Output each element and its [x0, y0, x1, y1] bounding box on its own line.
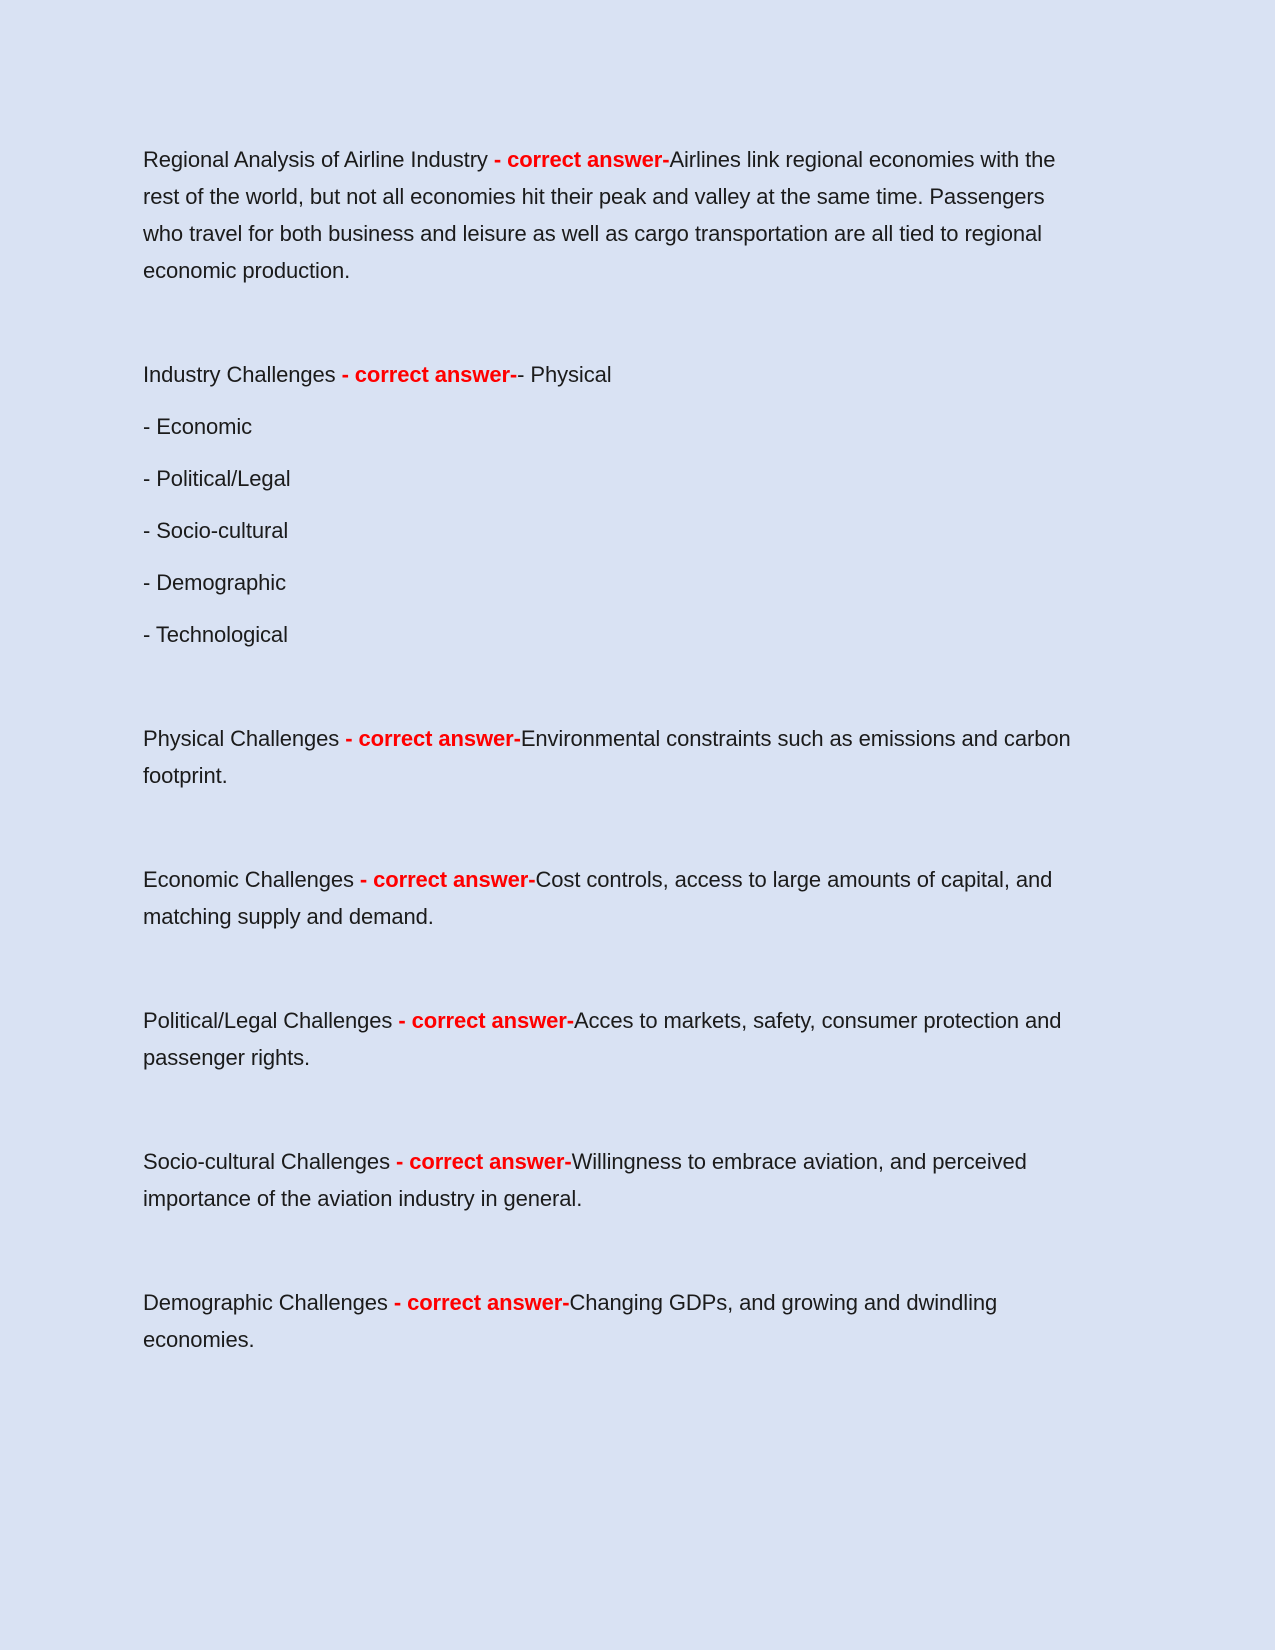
correct-answer-marker: - correct answer- — [393, 1290, 570, 1315]
correct-answer-marker: - correct answer- — [345, 726, 521, 751]
term-text: Economic Challenges — [143, 867, 360, 892]
qa-paragraph — [143, 141, 1073, 289]
correct-answer-marker: - correct answer- — [395, 1149, 572, 1174]
term-text: Socio-cultural Challenges — [143, 1149, 396, 1174]
qa-entry-industry-challenges — [143, 356, 1073, 653]
qa-entry-political-legal-challenges — [143, 1002, 1073, 1076]
answer-text: Acces to markets, safety, consumer protection and passenger rights. — [143, 1008, 1068, 1070]
answer-text: Cost controls, access to large amounts of capital, and matching supply and demand. — [143, 867, 1059, 929]
qa-paragraph — [143, 1143, 1073, 1217]
answer-text: Changing GDPs, and growing and dwindling economies. — [143, 1290, 1004, 1352]
document-content — [143, 141, 1077, 1358]
correct-answer-marker: - correct answer- — [341, 362, 518, 387]
challenge-list-item: - Political/Legal — [143, 466, 291, 491]
correct-answer-marker: - correct answer- — [359, 867, 536, 892]
term-text: Regional Analysis of Airline Industry — [143, 147, 494, 172]
challenge-list-item: - Socio-cultural — [143, 518, 289, 543]
answer-text: Airlines link regional economies with the rest of the world, but not all economies hit their peak and valley at the same time. Passengers who travel for both business and leisure as well as cargo transportation are all tied to regional economic production. — [143, 147, 1062, 283]
term-text: Physical Challenges — [143, 726, 346, 751]
qa-entry-demographic-challenges — [143, 1284, 1073, 1358]
qa-entry-physical-challenges — [143, 720, 1077, 794]
qa-entry-economic-challenges — [143, 861, 1073, 935]
challenge-list-item: - Economic — [143, 414, 253, 439]
qa-entry-socio-cultural-challenges — [143, 1143, 1073, 1217]
correct-answer-marker: - correct answer- — [398, 1008, 574, 1033]
term-text: Industry Challenges — [143, 362, 342, 387]
term-text: Political/Legal Challenges — [143, 1008, 399, 1033]
qa-paragraph — [143, 861, 1073, 935]
correct-answer-marker: - correct answer- — [493, 147, 670, 172]
answer-text: Environmental constraints such as emissions and carbon footprint. — [143, 726, 1077, 788]
qa-paragraph — [143, 1284, 1073, 1358]
qa-paragraph — [143, 720, 1077, 794]
challenge-list-item: - Demographic — [143, 570, 286, 595]
qa-paragraph — [143, 356, 1073, 393]
qa-paragraph — [143, 1002, 1073, 1076]
challenge-list-item: - Technological — [143, 622, 288, 647]
answer-text: - Physical — [517, 362, 612, 387]
term-text: Demographic Challenges — [143, 1290, 394, 1315]
answer-text: Willingness to embrace aviation, and perceived importance of the aviation industry in general. — [143, 1149, 1033, 1211]
qa-entry-regional-analysis — [143, 141, 1073, 289]
